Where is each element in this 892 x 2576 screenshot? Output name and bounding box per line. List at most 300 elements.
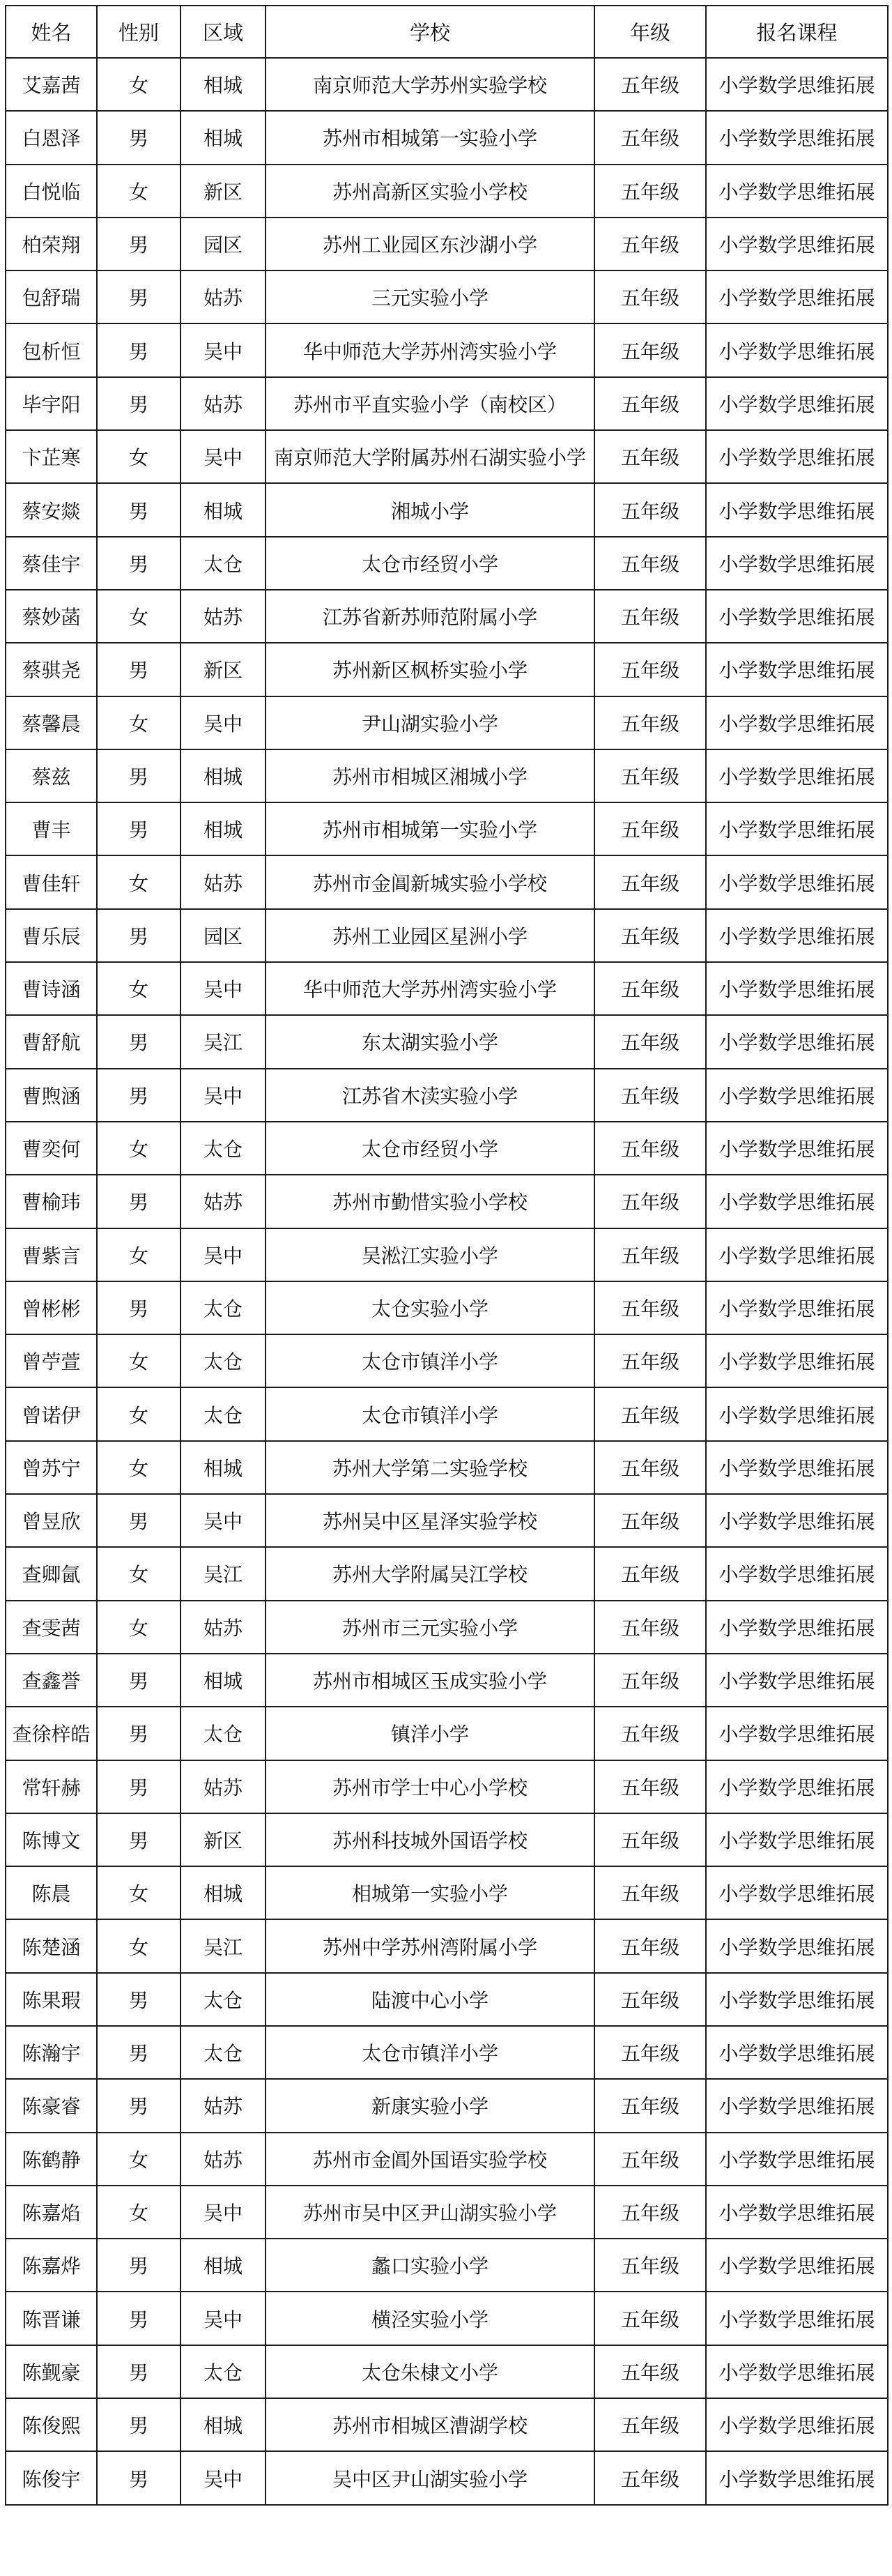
- cell-name: 陈鹤静: [6, 2133, 97, 2186]
- cell-school: 苏州大学附属吴江学校: [266, 1547, 594, 1600]
- cell-school: 蠡口实验小学: [266, 2239, 594, 2292]
- cell-region: 吴中: [180, 962, 266, 1015]
- cell-school: 南京师范大学附属苏州石湖实验小学: [266, 430, 594, 483]
- cell-course: 小学数学思维拓展: [706, 1813, 888, 1866]
- cell-course: 小学数学思维拓展: [706, 1175, 888, 1228]
- cell-region: 吴中: [180, 430, 266, 483]
- cell-name: 陈觐豪: [6, 2345, 97, 2398]
- cell-gender: 女: [97, 1866, 180, 1919]
- cell-region: 相城: [180, 111, 266, 164]
- table-row: [6, 1601, 888, 1654]
- cell-region: 姑苏: [180, 377, 266, 430]
- cell-course: 小学数学思维拓展: [706, 590, 888, 643]
- cell-gender: 女: [97, 1919, 180, 1972]
- cell-name: 曾彬彬: [6, 1281, 97, 1334]
- cell-grade: 五年级: [594, 270, 706, 323]
- cell-gender: 女: [97, 1547, 180, 1600]
- table-row: [6, 2398, 888, 2451]
- cell-course: 小学数学思维拓展: [706, 962, 888, 1015]
- cell-course: 小学数学思维拓展: [706, 537, 888, 590]
- cell-course: 小学数学思维拓展: [706, 1334, 888, 1387]
- cell-school: 江苏省新苏师范附属小学: [266, 590, 594, 643]
- cell-name: 陈瀚宇: [6, 2026, 97, 2079]
- cell-school: 华中师范大学苏州湾实验小学: [266, 323, 594, 376]
- cell-school: 三元实验小学: [266, 270, 594, 323]
- cell-grade: 五年级: [594, 430, 706, 483]
- cell-gender: 女: [97, 1228, 180, 1281]
- cell-grade: 五年级: [594, 1760, 706, 1813]
- cell-grade: 五年级: [594, 1601, 706, 1654]
- table-row: [6, 749, 888, 802]
- cell-region: 姑苏: [180, 1601, 266, 1654]
- cell-name: 查卿氤: [6, 1547, 97, 1600]
- cell-gender: 男: [97, 2398, 180, 2451]
- cell-gender: 男: [97, 1494, 180, 1547]
- cell-name: 蔡佳宇: [6, 537, 97, 590]
- cell-gender: 男: [97, 1281, 180, 1334]
- cell-name: 查徐梓皓: [6, 1707, 97, 1760]
- cell-region: 吴中: [180, 1494, 266, 1547]
- cell-school: 苏州工业园区东沙湖小学: [266, 218, 594, 270]
- table-row: [6, 1387, 888, 1440]
- cell-region: 吴中: [180, 696, 266, 749]
- cell-name: 陈果瑕: [6, 1973, 97, 2026]
- header-course: 报名课程: [706, 6, 888, 58]
- table-row: [6, 58, 888, 111]
- cell-grade: 五年级: [594, 962, 706, 1015]
- cell-gender: 男: [97, 2079, 180, 2132]
- cell-course: 小学数学思维拓展: [706, 323, 888, 376]
- cell-grade: 五年级: [594, 1547, 706, 1600]
- table-row: [6, 909, 888, 962]
- table-row: [6, 270, 888, 323]
- cell-course: 小学数学思维拓展: [706, 1281, 888, 1334]
- cell-region: 太仓: [180, 1281, 266, 1334]
- cell-school: 太仓市镇洋小学: [266, 2026, 594, 2079]
- cell-region: 太仓: [180, 1707, 266, 1760]
- cell-name: 蔡妙菡: [6, 590, 97, 643]
- cell-gender: 男: [97, 2239, 180, 2292]
- cell-name: 蔡兹: [6, 749, 97, 802]
- cell-school: 吴中区尹山湖实验小学: [266, 2451, 594, 2504]
- header-region: 区域: [180, 6, 266, 58]
- cell-gender: 女: [97, 165, 180, 218]
- cell-name: 陈博文: [6, 1813, 97, 1866]
- cell-course: 小学数学思维拓展: [706, 2345, 888, 2398]
- table-row: [6, 1760, 888, 1813]
- header-grade: 年级: [594, 6, 706, 58]
- cell-grade: 五年级: [594, 749, 706, 802]
- cell-name: 陈豪睿: [6, 2079, 97, 2132]
- cell-region: 太仓: [180, 2345, 266, 2398]
- cell-region: 新区: [180, 643, 266, 696]
- cell-course: 小学数学思维拓展: [706, 2186, 888, 2239]
- table-row: [6, 1547, 888, 1600]
- cell-school: 苏州市金阊外国语实验学校: [266, 2133, 594, 2186]
- cell-name: 白悦临: [6, 165, 97, 218]
- cell-region: 新区: [180, 165, 266, 218]
- table-row: [6, 377, 888, 430]
- cell-school: 太仓实验小学: [266, 1281, 594, 1334]
- cell-grade: 五年级: [594, 1334, 706, 1387]
- table-row: [6, 696, 888, 749]
- cell-region: 相城: [180, 1866, 266, 1919]
- cell-school: 吴淞江实验小学: [266, 1228, 594, 1281]
- cell-region: 园区: [180, 909, 266, 962]
- table-row: [6, 855, 888, 908]
- table-row: [6, 1973, 888, 2026]
- cell-course: 小学数学思维拓展: [706, 2026, 888, 2079]
- header-row: [6, 6, 888, 58]
- table-row: [6, 1441, 888, 1494]
- table-row: [6, 218, 888, 270]
- cell-course: 小学数学思维拓展: [706, 1122, 888, 1175]
- cell-grade: 五年级: [594, 483, 706, 536]
- cell-grade: 五年级: [594, 1866, 706, 1919]
- cell-grade: 五年级: [594, 2398, 706, 2451]
- cell-grade: 五年级: [594, 377, 706, 430]
- cell-school: 苏州市金阊新城实验小学校: [266, 855, 594, 908]
- cell-gender: 男: [97, 802, 180, 855]
- cell-gender: 男: [97, 1760, 180, 1813]
- cell-grade: 五年级: [594, 58, 706, 111]
- cell-gender: 女: [97, 696, 180, 749]
- cell-grade: 五年级: [594, 218, 706, 270]
- cell-gender: 男: [97, 218, 180, 270]
- cell-grade: 五年级: [594, 1813, 706, 1866]
- cell-grade: 五年级: [594, 2133, 706, 2186]
- cell-course: 小学数学思维拓展: [706, 1494, 888, 1547]
- cell-name: 曹佳轩: [6, 855, 97, 908]
- cell-grade: 五年级: [594, 2292, 706, 2345]
- cell-region: 姑苏: [180, 1760, 266, 1813]
- cell-school: 苏州科技城外国语学校: [266, 1813, 594, 1866]
- cell-school: 太仓市经贸小学: [266, 1122, 594, 1175]
- cell-school: 苏州中学苏州湾附属小学: [266, 1919, 594, 1972]
- cell-course: 小学数学思维拓展: [706, 2451, 888, 2504]
- cell-gender: 男: [97, 1813, 180, 1866]
- cell-gender: 男: [97, 643, 180, 696]
- cell-grade: 五年级: [594, 1015, 706, 1068]
- cell-course: 小学数学思维拓展: [706, 1866, 888, 1919]
- cell-name: 包析恒: [6, 323, 97, 376]
- cell-school: 苏州大学第二实验学校: [266, 1441, 594, 1494]
- cell-region: 吴中: [180, 323, 266, 376]
- cell-gender: 女: [97, 1601, 180, 1654]
- cell-region: 相城: [180, 749, 266, 802]
- cell-gender: 男: [97, 909, 180, 962]
- cell-gender: 男: [97, 2292, 180, 2345]
- cell-region: 太仓: [180, 1387, 266, 1440]
- cell-course: 小学数学思维拓展: [706, 1707, 888, 1760]
- cell-gender: 男: [97, 2345, 180, 2398]
- cell-gender: 男: [97, 111, 180, 164]
- cell-course: 小学数学思维拓展: [706, 1973, 888, 2026]
- cell-gender: 女: [97, 1334, 180, 1387]
- cell-gender: 女: [97, 2133, 180, 2186]
- cell-course: 小学数学思维拓展: [706, 1760, 888, 1813]
- cell-gender: 男: [97, 2451, 180, 2504]
- cell-grade: 五年级: [594, 590, 706, 643]
- cell-name: 毕宇阳: [6, 377, 97, 430]
- table-row: [6, 1228, 888, 1281]
- table-row: [6, 1707, 888, 1760]
- cell-course: 小学数学思维拓展: [706, 1919, 888, 1972]
- cell-course: 小学数学思维拓展: [706, 2079, 888, 2132]
- cell-gender: 女: [97, 1441, 180, 1494]
- cell-school: 苏州市相城区玉成实验小学: [266, 1654, 594, 1707]
- cell-course: 小学数学思维拓展: [706, 749, 888, 802]
- cell-school: 东太湖实验小学: [266, 1015, 594, 1068]
- cell-grade: 五年级: [594, 1494, 706, 1547]
- cell-gender: 女: [97, 855, 180, 908]
- cell-grade: 五年级: [594, 1654, 706, 1707]
- cell-name: 陈晋谦: [6, 2292, 97, 2345]
- cell-region: 姑苏: [180, 2079, 266, 2132]
- cell-name: 蔡馨晨: [6, 696, 97, 749]
- table-row: [6, 1281, 888, 1334]
- cell-school: 苏州高新区实验小学校: [266, 165, 594, 218]
- cell-course: 小学数学思维拓展: [706, 1015, 888, 1068]
- cell-region: 相城: [180, 483, 266, 536]
- cell-region: 吴中: [180, 1228, 266, 1281]
- table-row: [6, 1494, 888, 1547]
- cell-course: 小学数学思维拓展: [706, 802, 888, 855]
- cell-school: 苏州市三元实验小学: [266, 1601, 594, 1654]
- cell-school: 苏州市学士中心小学校: [266, 1760, 594, 1813]
- cell-grade: 五年级: [594, 909, 706, 962]
- cell-gender: 男: [97, 1707, 180, 1760]
- cell-course: 小学数学思维拓展: [706, 2133, 888, 2186]
- table-row: [6, 2239, 888, 2292]
- cell-name: 陈俊熙: [6, 2398, 97, 2451]
- cell-grade: 五年级: [594, 2239, 706, 2292]
- cell-grade: 五年级: [594, 2026, 706, 2079]
- cell-grade: 五年级: [594, 1228, 706, 1281]
- cell-name: 查雯茜: [6, 1601, 97, 1654]
- cell-school: 苏州吴中区星泽实验学校: [266, 1494, 594, 1547]
- cell-name: 陈俊宇: [6, 2451, 97, 2504]
- cell-school: 新康实验小学: [266, 2079, 594, 2132]
- cell-grade: 五年级: [594, 537, 706, 590]
- cell-course: 小学数学思维拓展: [706, 1601, 888, 1654]
- table-row: [6, 962, 888, 1015]
- cell-gender: 男: [97, 1015, 180, 1068]
- cell-school: 陆渡中心小学: [266, 1973, 594, 2026]
- cell-name: 蔡骐尧: [6, 643, 97, 696]
- cell-gender: 女: [97, 1387, 180, 1440]
- cell-school: 相城第一实验小学: [266, 1866, 594, 1919]
- table-row: [6, 537, 888, 590]
- cell-region: 吴江: [180, 1547, 266, 1600]
- cell-course: 小学数学思维拓展: [706, 58, 888, 111]
- cell-school: 苏州市吴中区尹山湖实验小学: [266, 2186, 594, 2239]
- cell-region: 吴中: [180, 2292, 266, 2345]
- cell-school: 太仓朱棣文小学: [266, 2345, 594, 2398]
- cell-course: 小学数学思维拓展: [706, 483, 888, 536]
- header-name: 姓名: [6, 6, 97, 58]
- table-row: [6, 1813, 888, 1866]
- cell-gender: 男: [97, 1069, 180, 1122]
- cell-name: 柏荣翔: [6, 218, 97, 270]
- cell-grade: 五年级: [594, 1281, 706, 1334]
- cell-school: 苏州新区枫桥实验小学: [266, 643, 594, 696]
- table-body: [6, 58, 888, 2505]
- cell-region: 吴中: [180, 2186, 266, 2239]
- table-row: [6, 1122, 888, 1175]
- cell-school: 苏州市相城第一实验小学: [266, 802, 594, 855]
- cell-grade: 五年级: [594, 2186, 706, 2239]
- cell-name: 蔡安燚: [6, 483, 97, 536]
- cell-school: 苏州市相城区湘城小学: [266, 749, 594, 802]
- cell-name: 曹诗涵: [6, 962, 97, 1015]
- cell-region: 新区: [180, 1813, 266, 1866]
- cell-school: 太仓市镇洋小学: [266, 1334, 594, 1387]
- table-row: [6, 2186, 888, 2239]
- cell-gender: 男: [97, 483, 180, 536]
- cell-course: 小学数学思维拓展: [706, 2239, 888, 2292]
- enrollment-table: [5, 5, 889, 2506]
- cell-name: 曹榆玮: [6, 1175, 97, 1228]
- cell-name: 曹乐辰: [6, 909, 97, 962]
- cell-grade: 五年级: [594, 1919, 706, 1972]
- cell-course: 小学数学思维拓展: [706, 643, 888, 696]
- cell-name: 曹奕何: [6, 1122, 97, 1175]
- cell-school: 太仓市镇洋小学: [266, 1387, 594, 1440]
- cell-region: 姑苏: [180, 270, 266, 323]
- cell-gender: 男: [97, 749, 180, 802]
- cell-gender: 男: [97, 1973, 180, 2026]
- cell-grade: 五年级: [594, 165, 706, 218]
- cell-school: 镇洋小学: [266, 1707, 594, 1760]
- cell-grade: 五年级: [594, 802, 706, 855]
- cell-name: 陈晨: [6, 1866, 97, 1919]
- cell-course: 小学数学思维拓展: [706, 165, 888, 218]
- cell-region: 园区: [180, 218, 266, 270]
- table-row: [6, 2451, 888, 2504]
- cell-grade: 五年级: [594, 696, 706, 749]
- cell-course: 小学数学思维拓展: [706, 111, 888, 164]
- table-row: [6, 1919, 888, 1972]
- cell-gender: 女: [97, 430, 180, 483]
- cell-school: 苏州市相城第一实验小学: [266, 111, 594, 164]
- cell-region: 吴江: [180, 1919, 266, 1972]
- cell-gender: 女: [97, 58, 180, 111]
- table-row: [6, 2133, 888, 2186]
- cell-gender: 女: [97, 2186, 180, 2239]
- cell-school: 苏州工业园区星洲小学: [266, 909, 594, 962]
- cell-name: 曹紫言: [6, 1228, 97, 1281]
- cell-gender: 男: [97, 270, 180, 323]
- cell-gender: 女: [97, 590, 180, 643]
- cell-school: 湘城小学: [266, 483, 594, 536]
- cell-gender: 男: [97, 323, 180, 376]
- cell-course: 小学数学思维拓展: [706, 377, 888, 430]
- cell-grade: 五年级: [594, 2451, 706, 2504]
- table-row: [6, 2079, 888, 2132]
- cell-school: 苏州市平直实验小学（南校区）: [266, 377, 594, 430]
- cell-gender: 男: [97, 377, 180, 430]
- cell-region: 姑苏: [180, 2133, 266, 2186]
- table-row: [6, 802, 888, 855]
- cell-region: 太仓: [180, 2026, 266, 2079]
- header-school: 学校: [266, 6, 594, 58]
- cell-region: 相城: [180, 802, 266, 855]
- cell-name: 查鑫誉: [6, 1654, 97, 1707]
- cell-region: 吴中: [180, 2451, 266, 2504]
- table-row: [6, 2345, 888, 2398]
- cell-name: 曾苏宁: [6, 1441, 97, 1494]
- table-row: [6, 1654, 888, 1707]
- cell-course: 小学数学思维拓展: [706, 430, 888, 483]
- cell-name: 包舒瑞: [6, 270, 97, 323]
- cell-region: 吴中: [180, 1069, 266, 1122]
- cell-gender: 男: [97, 537, 180, 590]
- cell-region: 相城: [180, 2239, 266, 2292]
- cell-course: 小学数学思维拓展: [706, 1228, 888, 1281]
- cell-name: 艾嘉茜: [6, 58, 97, 111]
- table-row: [6, 111, 888, 164]
- table-row: [6, 1175, 888, 1228]
- cell-grade: 五年级: [594, 1707, 706, 1760]
- cell-course: 小学数学思维拓展: [706, 2292, 888, 2345]
- cell-course: 小学数学思维拓展: [706, 909, 888, 962]
- cell-school: 尹山湖实验小学: [266, 696, 594, 749]
- cell-gender: 男: [97, 1654, 180, 1707]
- cell-course: 小学数学思维拓展: [706, 2398, 888, 2451]
- cell-grade: 五年级: [594, 1069, 706, 1122]
- cell-grade: 五年级: [594, 643, 706, 696]
- table-row: [6, 1866, 888, 1919]
- table-row: [6, 483, 888, 536]
- cell-course: 小学数学思维拓展: [706, 1441, 888, 1494]
- cell-school: 南京师范大学苏州实验学校: [266, 58, 594, 111]
- table-row: [6, 1334, 888, 1387]
- cell-region: 相城: [180, 58, 266, 111]
- table-row: [6, 323, 888, 376]
- cell-grade: 五年级: [594, 2345, 706, 2398]
- cell-name: 曾苧萱: [6, 1334, 97, 1387]
- cell-region: 姑苏: [180, 1175, 266, 1228]
- cell-name: 曾昱欣: [6, 1494, 97, 1547]
- cell-school: 华中师范大学苏州湾实验小学: [266, 962, 594, 1015]
- cell-gender: 男: [97, 2026, 180, 2079]
- cell-region: 姑苏: [180, 855, 266, 908]
- cell-grade: 五年级: [594, 855, 706, 908]
- cell-name: 陈嘉焰: [6, 2186, 97, 2239]
- cell-course: 小学数学思维拓展: [706, 218, 888, 270]
- cell-region: 太仓: [180, 537, 266, 590]
- table-row: [6, 2292, 888, 2345]
- cell-name: 曹丰: [6, 802, 97, 855]
- cell-region: 太仓: [180, 1122, 266, 1175]
- cell-gender: 男: [97, 1175, 180, 1228]
- header-gender: 性别: [97, 6, 180, 58]
- cell-grade: 五年级: [594, 111, 706, 164]
- cell-school: 江苏省木渎实验小学: [266, 1069, 594, 1122]
- cell-grade: 五年级: [594, 323, 706, 376]
- table-row: [6, 430, 888, 483]
- cell-name: 陈楚涵: [6, 1919, 97, 1972]
- cell-region: 太仓: [180, 1973, 266, 2026]
- cell-gender: 女: [97, 962, 180, 1015]
- cell-school: 苏州市勤惜实验小学校: [266, 1175, 594, 1228]
- cell-school: 横泾实验小学: [266, 2292, 594, 2345]
- table-row: [6, 643, 888, 696]
- cell-region: 相城: [180, 2398, 266, 2451]
- cell-region: 吴江: [180, 1015, 266, 1068]
- cell-grade: 五年级: [594, 1175, 706, 1228]
